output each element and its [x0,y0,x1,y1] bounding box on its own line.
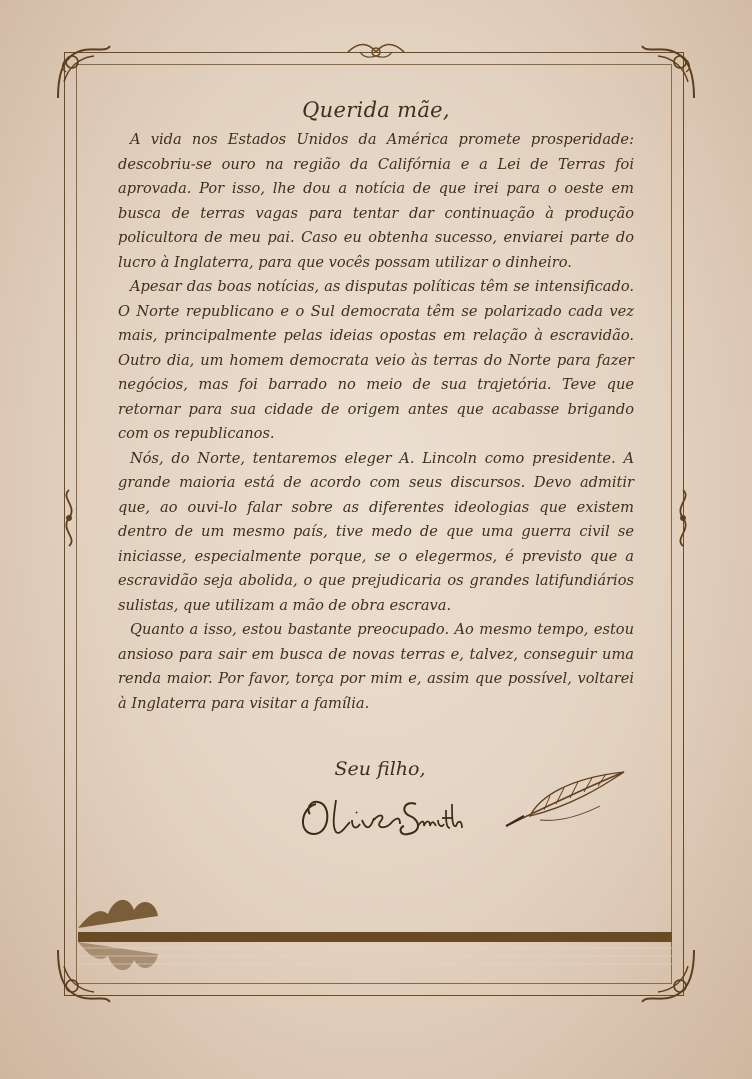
letter-body [118,98,634,716]
corner-flourish-icon [638,42,698,102]
salutation: Querida mãe, [302,98,450,122]
paragraph-3: Nós, do Norte, tentaremos eleger A. Lincoln como presidente. A grande maioria está de acordo com seus discursos. Devo admitir que, ao ouvi-lo falar sobre as diferentes ideologias que existem dentro de um mesmo país, tive medo de que uma guerra civil se iniciasse, especialmente porque, se o elegermos, é previsto que a escravidão seja abolida, o que prejudicaria os grandes latifundiários sulistas, que utilizam a mão de obra escrava. [118,449,634,614]
tree-line-landscape [78,876,672,988]
paragraph-4: Quanto a isso, estou bastante preocupado. Ao mesmo tempo, estou ansioso para sair em busca de novas terras e, talvez, conseguir uma renda maior. Por favor, torça por mim e, assim que possível, voltarei à Inglaterra para visitar a família. [118,621,634,712]
signature [296,790,466,844]
quill-feather-icon [500,766,630,832]
closing: Seu filho, [334,758,426,780]
corner-flourish-icon [54,42,114,102]
paragraph-1: A vida nos Estados Unidos da América promete prosperidade: descobriu-se ouro na região da Califórnia e a Lei de Terras foi aprovada. Por isso, lhe dou a notícia de que irei para o oeste em busca de terras vagas para tentar dar continuação à produção policultora de meu pai. Caso eu obtenha sucesso, enviarei parte do lucro à Inglaterra, para que vocês possam utilizar o dinheiro. [118,131,634,271]
side-scroll-icon [672,488,694,548]
side-scroll-icon [58,488,80,548]
top-flourish-icon [346,40,406,64]
paragraph-2: Apesar das boas notícias, as disputas políticas têm se intensificado. O Norte republicano e o Sul democrata têm se polarizado cada vez mais, principalmente pelas ideias opostas em relação à escravidão. Outro dia, um homem democrata veio às terras do Norte para fazer negócios, mas foi barrado no meio de sua trajetória. Teve que retornar para sua cidade de origem antes que acabasse brigando com os republicanos. [118,278,634,442]
